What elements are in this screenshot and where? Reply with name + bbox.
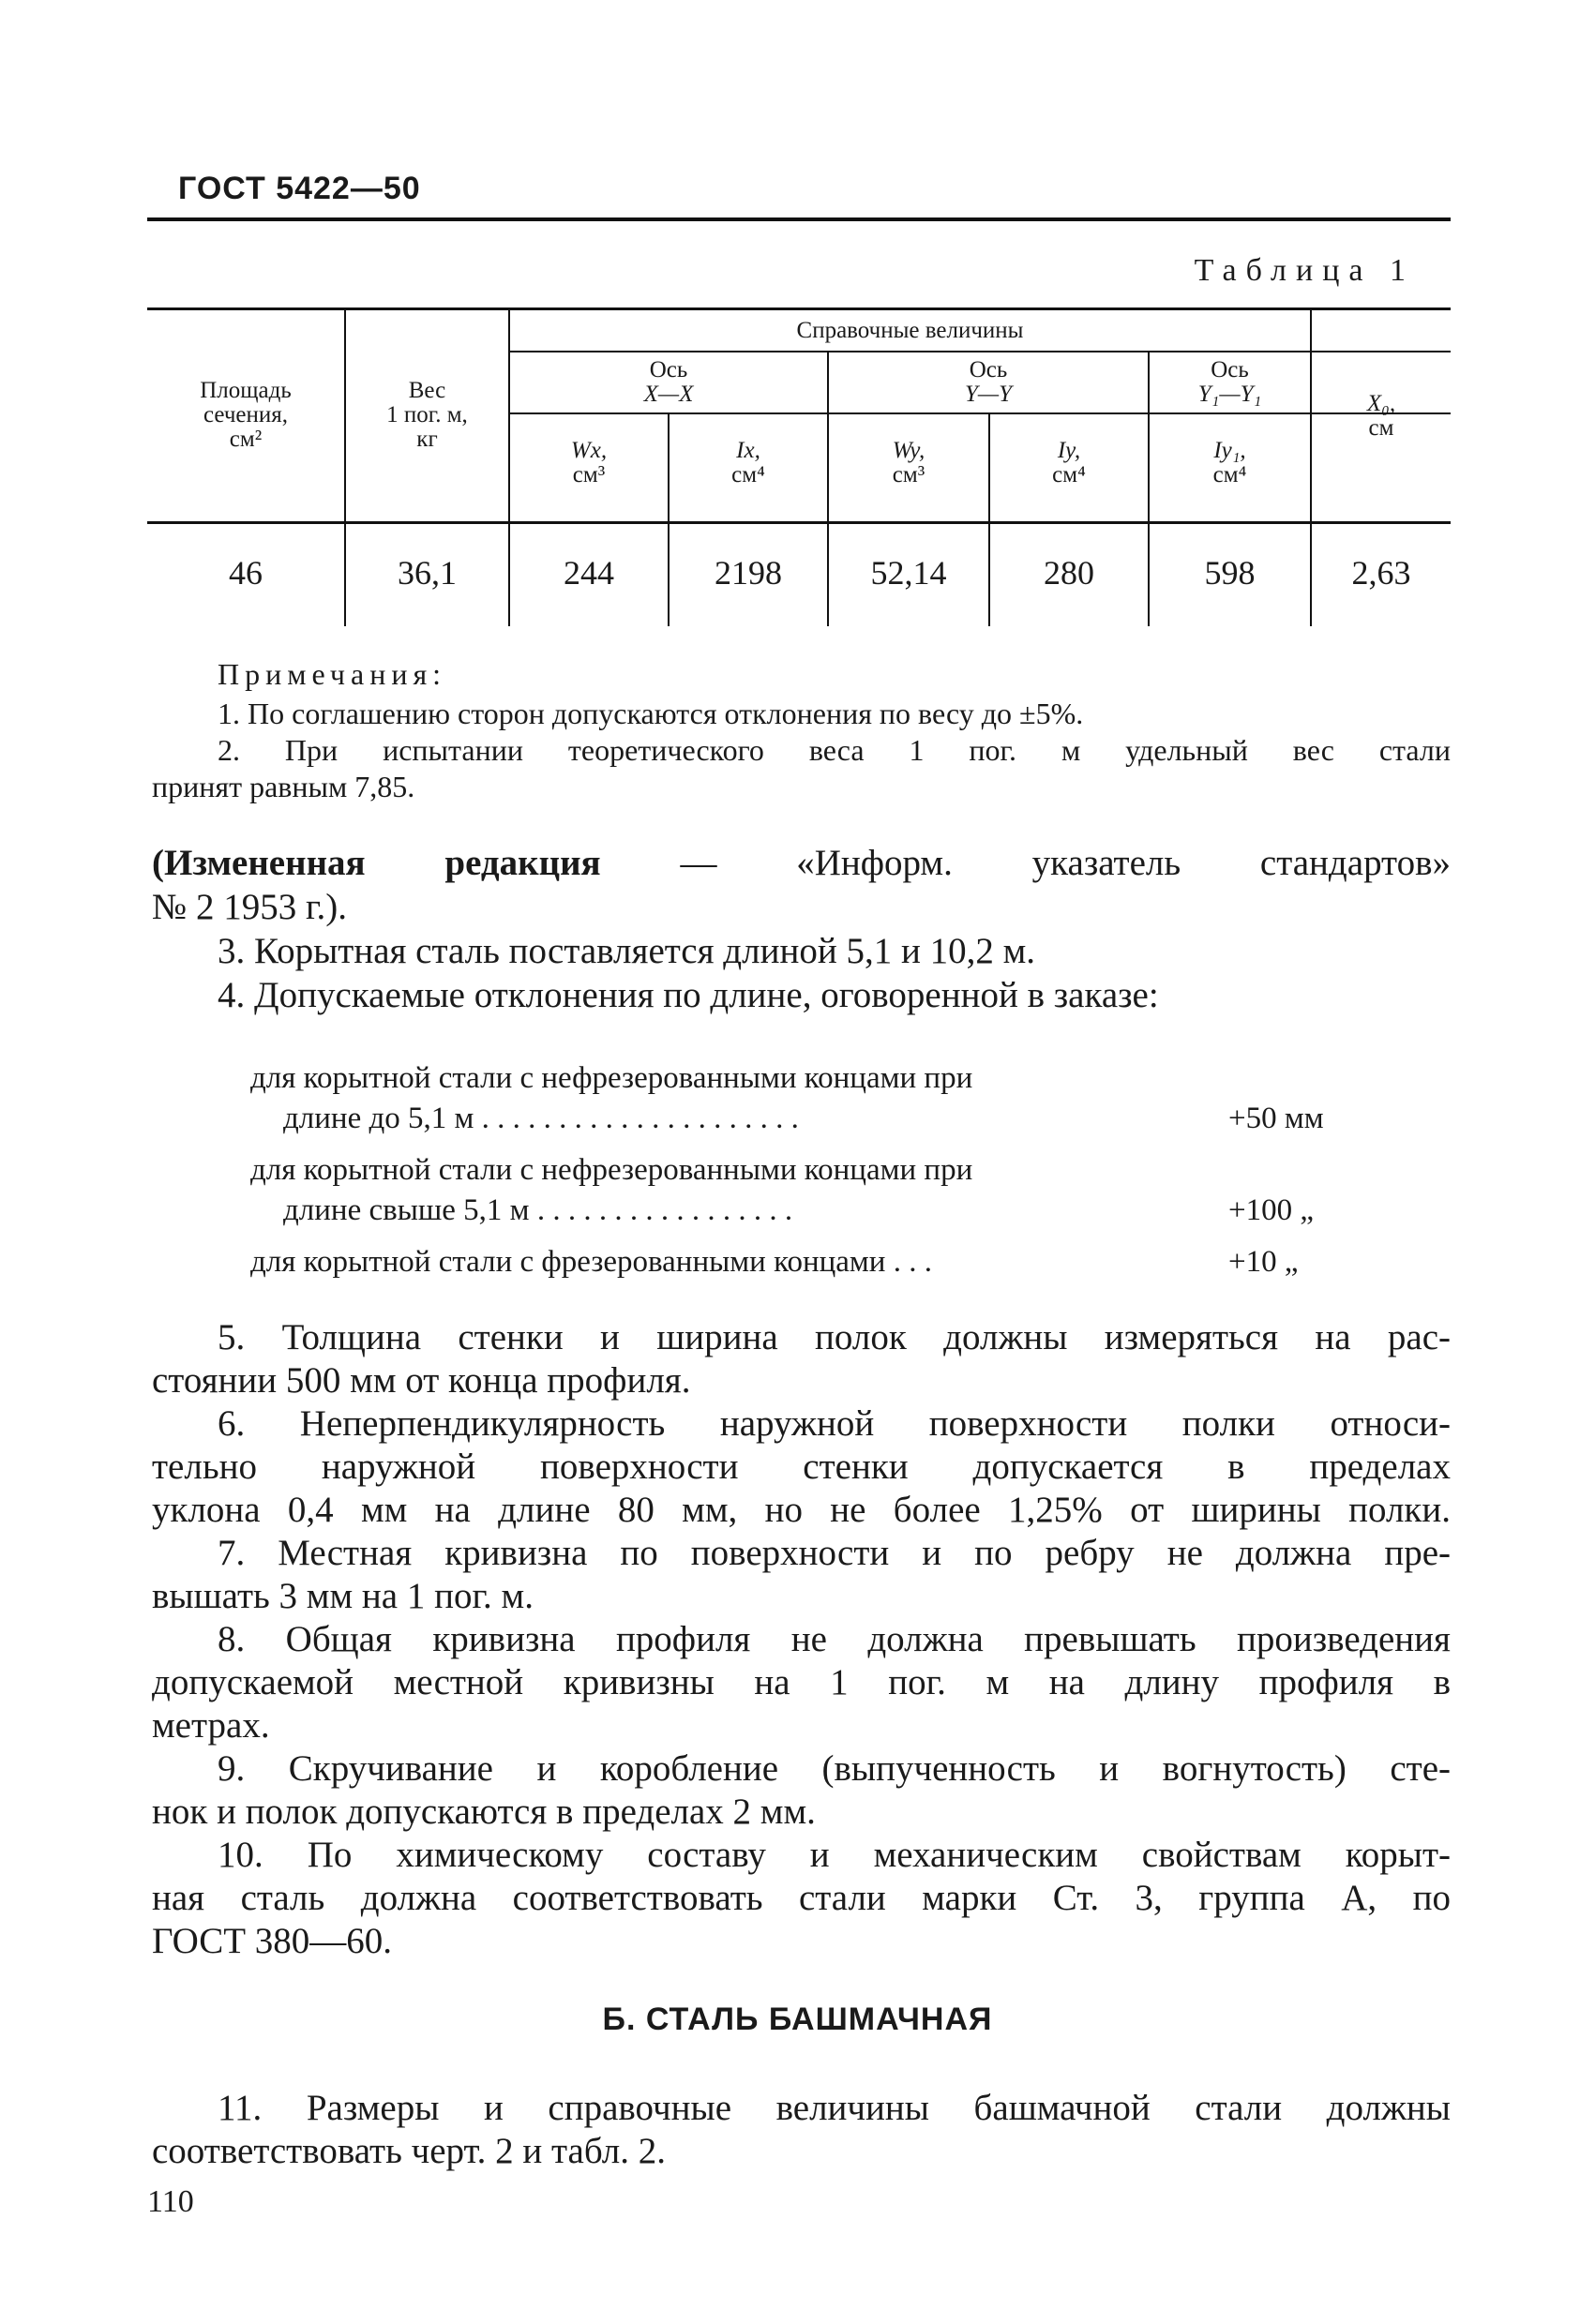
iy1-line: Iy₁, — [1213, 438, 1246, 463]
header-iy1 — [1150, 439, 1310, 487]
header-area-line: см² — [229, 427, 263, 452]
paragraph-11-cont: соответствовать черт. 2 и табл. 2. — [152, 2131, 666, 2171]
table-label: Таблица 1 — [1194, 253, 1415, 288]
header-x0 — [1312, 392, 1451, 441]
edit-note-bold: (Измененная редакция — [152, 843, 601, 883]
paragraph-11: 11. Размеры и справочные величины башмачной стали должны — [218, 2088, 1451, 2128]
header-weight — [346, 379, 508, 452]
section-heading: Б. СТАЛЬ БАШМАЧНАЯ — [602, 2002, 993, 2037]
x0-line: X₀, — [1366, 391, 1396, 416]
tolerance-1-value: +50 мм — [1228, 1102, 1324, 1135]
paragraph-3: 3. Корытная сталь поставляется длиной 5,1 и 10,2 м. — [218, 931, 1035, 971]
header-axis-xx — [510, 358, 827, 407]
data-table — [147, 307, 1451, 626]
header-reference: Справочные величины — [796, 318, 1024, 343]
paragraph-5: 5. Толщина стенки и ширина полок должны измеряться на рас- — [218, 1317, 1451, 1357]
paragraph-9: 9. Скручивание и коробление (выпученность и вогнутость) сте- — [218, 1748, 1451, 1789]
paragraph-6-cont: уклона 0,4 мм на длине 80 мм, но не более 1,25% от ширины полки. — [152, 1490, 1451, 1530]
note-2-cont: принят равным 7,85. — [152, 770, 415, 803]
paragraph-8: 8. Общая кривизна профиля не должна превышать произведения — [218, 1619, 1451, 1659]
x0-line: см — [1368, 415, 1394, 441]
header-wy — [829, 439, 988, 487]
edit-note — [152, 842, 1451, 885]
header-axis-yy — [829, 358, 1148, 407]
axis-y1y1-line: Ось — [1211, 357, 1249, 382]
axis-xx-line: X—X — [643, 382, 694, 407]
table-cell: 46 — [229, 554, 263, 592]
table-cell: 280 — [1044, 554, 1094, 592]
iy-line: см⁴ — [1052, 462, 1086, 487]
note-2: 2. При испытании теоретического веса 1 пог. м удельный вес стали — [218, 733, 1451, 767]
paragraph-8-cont: допускаемой местной кривизны на 1 пог. м на длину профиля в — [152, 1662, 1451, 1702]
page-number: 110 — [147, 2184, 194, 2219]
table-cell: 598 — [1204, 554, 1256, 592]
notes-title: Примечания: — [218, 657, 447, 691]
table-top-rule — [147, 307, 1451, 310]
table-cell: 2198 — [715, 554, 782, 592]
paragraph-6-cont: тельно наружной поверхности стенки допускается в пределах — [152, 1447, 1451, 1487]
paragraph-9-cont: нок и полок допускаются в пределах 2 мм. — [152, 1792, 816, 1832]
header-area-line: Площадь — [200, 378, 292, 403]
tolerance-3-value: +10 „ — [1228, 1245, 1299, 1279]
wy-line: см³ — [892, 462, 925, 487]
header-rule — [147, 217, 1451, 221]
header-weight-line: Вес — [408, 378, 446, 403]
iy-line: Iy, — [1057, 438, 1081, 463]
paragraph-7: 7. Местная кривизна по поверхности и по ребру не должна пре- — [218, 1533, 1451, 1573]
ix-line: Ix, — [736, 438, 760, 463]
wy-line: Wy, — [892, 438, 925, 463]
header-iy — [990, 439, 1148, 487]
table-cell: 244 — [564, 554, 614, 592]
paragraph-5-cont: стоянии 500 мм от конца профиля. — [152, 1360, 691, 1401]
document-header: ГОСТ 5422—50 — [178, 171, 421, 206]
paragraph-10-cont: ГОСТ 380—60. — [152, 1921, 393, 1961]
tolerance-2-line1: для корытной стали с нефрезерованными концами при — [250, 1153, 973, 1187]
header-axis-y1y1 — [1150, 358, 1310, 407]
header-wx — [510, 439, 668, 487]
edit-note-rest: — «Информ. указатель стандартов» — [600, 843, 1451, 883]
paragraph-10: 10. По химическому составу и механическим свойствам корыт- — [218, 1835, 1451, 1875]
wx-line: см³ — [572, 462, 606, 487]
header-weight-line: кг — [416, 427, 438, 452]
paragraph-10-cont: ная сталь должна соответствовать стали марки Ст. 3, группа А, по — [152, 1878, 1451, 1918]
paragraph-4: 4. Допускаемые отклонения по длине, оговоренной в заказе: — [218, 975, 1159, 1015]
iy1-line: см⁴ — [1212, 462, 1247, 487]
axis-xx-line: Ось — [649, 357, 688, 382]
note-1: 1. По соглашению сторон допускаются отклонения по весу до ±5%. — [218, 697, 1084, 730]
header-area — [147, 379, 344, 452]
ix-line: см⁴ — [731, 462, 765, 487]
tolerance-1-line2: длине до 5,1 м . . . . . . . . . . . . . . . . . . . . . — [283, 1102, 799, 1135]
axis-y1y1-line: Y₁—Y₁ — [1197, 382, 1262, 407]
header-ix — [670, 439, 827, 487]
axis-yy-line: Ось — [969, 357, 1008, 382]
table-cell: 52,14 — [870, 554, 947, 592]
table-cell: 2,63 — [1351, 554, 1411, 592]
paragraph-8-cont: метрах. — [152, 1705, 270, 1746]
edit-note-line2: № 2 1953 г.). — [152, 887, 348, 927]
axis-yy-line: Y—Y — [964, 382, 1013, 407]
paragraph-7-cont: вышать 3 мм на 1 пог. м. — [152, 1576, 534, 1616]
header-area-line: сечения, — [203, 402, 289, 427]
table-cell: 36,1 — [398, 554, 457, 592]
tolerance-3-line1: для корытной стали с фрезерованными концами . . . — [250, 1245, 932, 1279]
tolerance-2-value: +100 „ — [1228, 1193, 1315, 1227]
header-bottom-rule — [147, 521, 1451, 524]
wx-line: Wx, — [570, 438, 608, 463]
paragraph-6: 6. Неперпендикулярность наружной поверхности полки относи- — [218, 1403, 1451, 1444]
tolerance-2-line2: длине свыше 5,1 м . . . . . . . . . . . . . . . . . — [283, 1193, 793, 1227]
header-weight-line: 1 пог. м, — [386, 402, 468, 427]
tolerance-1-line1: для корытной стали с нефрезерованными концами при — [250, 1061, 973, 1095]
